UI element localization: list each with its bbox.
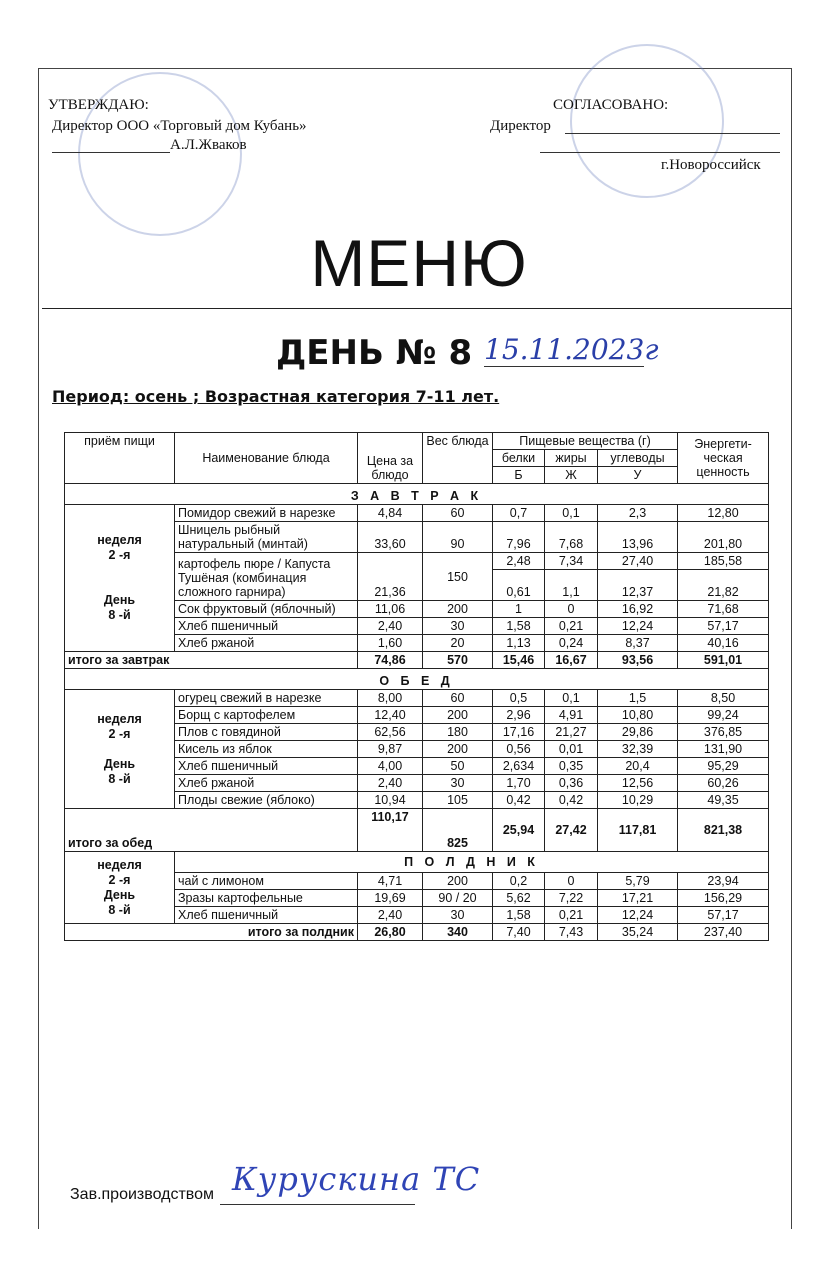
price-cell: 12,40 [358, 707, 423, 724]
energy-cell: 60,26 [678, 775, 769, 792]
total-label: итого за полдник [65, 924, 358, 941]
meal-cell-snack [65, 852, 175, 924]
section-breakfast [65, 484, 769, 505]
price-cell: 1,60 [358, 635, 423, 652]
fat-cell: 0,21 [545, 907, 598, 924]
round-stamp-right [570, 44, 724, 198]
dish-cell: картофель пюре / Капуста Тушёная (комбинация сложного гарнира) [175, 553, 358, 601]
agreed-position: Директор [490, 118, 551, 134]
protein-cell: 1 [493, 601, 545, 618]
meal-week-num: 2 -я [108, 548, 131, 562]
protein-cell: 2,96 [493, 707, 545, 724]
fat-cell: 0,42 [545, 792, 598, 809]
carbs-cell: 5,79 [598, 873, 678, 890]
meal-cell-lunch [65, 690, 175, 809]
total-row-breakfast [65, 652, 769, 669]
section-title: З А В Т Р А К [65, 484, 769, 505]
weight-cell: 200 [423, 741, 493, 758]
meal-day: День [103, 756, 136, 771]
dish-cell: Плов с говядиной [175, 724, 358, 741]
protein-cell: 0,61 [493, 570, 545, 601]
total-label: итого за обед [65, 809, 358, 852]
agreed-org-line [540, 152, 780, 153]
dish-cell: Сок фруктовый (яблочный) [175, 601, 358, 618]
fat-cell: 0,36 [545, 775, 598, 792]
fat-cell: 0 [545, 601, 598, 618]
energy-cell: 376,85 [678, 724, 769, 741]
weight-cell: 200 [423, 601, 493, 618]
carbs-cell: 12,24 [598, 618, 678, 635]
meal-day: День [103, 887, 136, 902]
production-manager-label: Зав.производством [70, 1186, 214, 1203]
protein-cell: 17,16 [493, 724, 545, 741]
protein-cell: 2,48 [493, 553, 545, 570]
price-cell: 33,60 [358, 522, 423, 553]
weight-cell: 180 [423, 724, 493, 741]
col-header-dish: Наименование блюда [175, 433, 358, 484]
agreed-sign-line [565, 133, 780, 134]
fat-cell: 0 [545, 873, 598, 890]
col-header-weight: Вес блюда [423, 433, 493, 484]
dish-cell: Хлеб ржаной [175, 775, 358, 792]
energy-cell: 57,17 [678, 618, 769, 635]
price-cell: 9,87 [358, 741, 423, 758]
energy-cell: 40,16 [678, 635, 769, 652]
price-cell: 11,06 [358, 601, 423, 618]
energy-cell: 156,29 [678, 890, 769, 907]
period-line: Период: осень ; Возрастная категория 7-11 лет. [52, 387, 500, 406]
protein-cell: 5,62 [493, 890, 545, 907]
fat-cell: 7,34 [545, 553, 598, 570]
energy-cell: 49,35 [678, 792, 769, 809]
col-header-fat: жиры [545, 450, 598, 467]
dish-cell: Хлеб пшеничный [175, 618, 358, 635]
protein-cell: 1,58 [493, 907, 545, 924]
weight-cell: 90 [423, 522, 493, 553]
section-title: П О Л Д Н И К [175, 852, 769, 873]
carbs-cell: 16,92 [598, 601, 678, 618]
energy-cell: 12,80 [678, 505, 769, 522]
dish-cell: Кисель из яблок [175, 741, 358, 758]
carbs-cell: 8,37 [598, 635, 678, 652]
dish-cell: Зразы картофельные [175, 890, 358, 907]
approve-sign-line [52, 152, 170, 153]
approve-position: Директор ООО «Торговый дом Кубань» [52, 118, 307, 134]
total-carbs: 35,24 [598, 924, 678, 941]
handwritten-signature: Курускина ТС [232, 1160, 481, 1198]
weight-cell: 60 [423, 690, 493, 707]
price-cell: 2,40 [358, 618, 423, 635]
weight-cell: 105 [423, 792, 493, 809]
energy-cell: 21,82 [678, 570, 769, 601]
carbs-cell: 29,86 [598, 724, 678, 741]
dish-cell: огурец свежий в нарезке [175, 690, 358, 707]
total-weight: 570 [423, 652, 493, 669]
weight-cell: 30 [423, 775, 493, 792]
carbs-cell: 27,40 [598, 553, 678, 570]
table-row [65, 505, 769, 522]
col-header-energy: Энергети-ческая ценность [678, 433, 769, 484]
weight-cell: 30 [423, 618, 493, 635]
carbs-cell: 10,80 [598, 707, 678, 724]
total-energy: 591,01 [678, 652, 769, 669]
weight-cell: 60 [423, 505, 493, 522]
fat-cell: 0,21 [545, 618, 598, 635]
total-fat: 7,43 [545, 924, 598, 941]
protein-cell: 0,5 [493, 690, 545, 707]
price-cell: 2,40 [358, 775, 423, 792]
energy-cell: 201,80 [678, 522, 769, 553]
energy-cell: 131,90 [678, 741, 769, 758]
carbs-cell: 12,24 [598, 907, 678, 924]
fat-cell: 21,27 [545, 724, 598, 741]
meal-day: День [103, 593, 136, 607]
protein-cell: 0,2 [493, 873, 545, 890]
title-rule [42, 308, 792, 309]
carbs-cell: 12,56 [598, 775, 678, 792]
col-header-price: Цена за блюдо [358, 433, 423, 484]
menu-table [64, 432, 769, 941]
total-energy: 237,40 [678, 924, 769, 941]
handwritten-date: 15.11.2023г [484, 333, 659, 366]
dish-cell: Хлеб ржаной [175, 635, 358, 652]
price-cell: 4,00 [358, 758, 423, 775]
total-energy: 821,38 [678, 809, 769, 852]
total-label: итого за завтрак [65, 652, 358, 669]
protein-cell: 0,56 [493, 741, 545, 758]
total-row-lunch [65, 809, 769, 852]
section-lunch [65, 669, 769, 690]
total-fat: 27,42 [545, 809, 598, 852]
price-cell: 62,56 [358, 724, 423, 741]
total-protein: 25,94 [493, 809, 545, 852]
total-carbs: 117,81 [598, 809, 678, 852]
total-row-snack [65, 924, 769, 941]
total-carbs: 93,56 [598, 652, 678, 669]
col-header-u: У [598, 467, 678, 484]
carbs-cell: 20,4 [598, 758, 678, 775]
protein-cell: 1,70 [493, 775, 545, 792]
energy-cell: 99,24 [678, 707, 769, 724]
signature-line [220, 1204, 415, 1205]
total-price: 110,17 [358, 809, 423, 852]
dish-cell: Хлеб пшеничный [175, 758, 358, 775]
fat-cell: 0,1 [545, 690, 598, 707]
meal-week: неделя [97, 857, 142, 872]
meal-week: неделя [97, 711, 142, 726]
carbs-cell: 2,3 [598, 505, 678, 522]
protein-cell: 7,96 [493, 522, 545, 553]
energy-cell: 71,68 [678, 601, 769, 618]
col-header-protein: белки [493, 450, 545, 467]
weight-cell: 150 [423, 553, 493, 601]
total-protein: 7,40 [493, 924, 545, 941]
col-header-nutrients: Пищевые вещества (г) [493, 433, 678, 450]
col-header-carbs: углеводы [598, 450, 678, 467]
carbs-cell: 1,5 [598, 690, 678, 707]
fat-cell: 7,68 [545, 522, 598, 553]
meal-week-num: 2 -я [108, 872, 131, 887]
protein-cell: 0,7 [493, 505, 545, 522]
dish-cell: чай с лимоном [175, 873, 358, 890]
weight-cell: 20 [423, 635, 493, 652]
table-row [65, 690, 769, 707]
fat-cell: 0,01 [545, 741, 598, 758]
price-cell: 21,36 [358, 553, 423, 601]
header-row-1 [65, 433, 769, 450]
dish-cell: Борщ с картофелем [175, 707, 358, 724]
carbs-cell: 17,21 [598, 890, 678, 907]
price-cell: 2,40 [358, 907, 423, 924]
protein-cell: 2,634 [493, 758, 545, 775]
fat-cell: 0,24 [545, 635, 598, 652]
energy-cell: 57,17 [678, 907, 769, 924]
weight-cell: 30 [423, 907, 493, 924]
price-cell: 4,71 [358, 873, 423, 890]
energy-cell: 185,58 [678, 553, 769, 570]
protein-cell: 0,42 [493, 792, 545, 809]
day-label: ДЕНЬ № 8 [276, 333, 473, 373]
section-title: О Б Е Д [65, 669, 769, 690]
col-header-zh: Ж [545, 467, 598, 484]
price-cell: 4,84 [358, 505, 423, 522]
price-cell: 19,69 [358, 890, 423, 907]
weight-cell: 90 / 20 [423, 890, 493, 907]
energy-cell: 95,29 [678, 758, 769, 775]
protein-cell: 1,13 [493, 635, 545, 652]
energy-cell: 8,50 [678, 690, 769, 707]
col-header-b: Б [493, 467, 545, 484]
total-fat: 16,67 [545, 652, 598, 669]
price-cell: 8,00 [358, 690, 423, 707]
meal-day-num: 8 -й [108, 771, 131, 786]
carbs-cell: 12,37 [598, 570, 678, 601]
total-price: 74,86 [358, 652, 423, 669]
fat-cell: 0,1 [545, 505, 598, 522]
weight-cell: 50 [423, 758, 493, 775]
fat-cell: 4,91 [545, 707, 598, 724]
dish-cell: Помидор свежий в нарезке [175, 505, 358, 522]
energy-cell: 23,94 [678, 873, 769, 890]
dish-cell: Хлеб пшеничный [175, 907, 358, 924]
meal-week: неделя [97, 533, 142, 547]
meal-day-num: 8 -й [108, 902, 131, 917]
carbs-cell: 13,96 [598, 522, 678, 553]
meal-cell-breakfast [65, 505, 175, 652]
col-header-meal: приём пищи [65, 433, 175, 484]
total-price: 26,80 [358, 924, 423, 941]
protein-cell: 1,58 [493, 618, 545, 635]
fat-cell: 7,22 [545, 890, 598, 907]
approve-label: УТВЕРЖДАЮ: [48, 97, 149, 113]
weight-cell: 200 [423, 873, 493, 890]
price-cell: 10,94 [358, 792, 423, 809]
total-weight: 825 [423, 809, 493, 852]
carbs-cell: 10,29 [598, 792, 678, 809]
dish-cell: Шницель рыбный натуральный (минтай) [175, 522, 358, 553]
fat-cell: 0,35 [545, 758, 598, 775]
total-protein: 15,46 [493, 652, 545, 669]
weight-cell: 200 [423, 707, 493, 724]
section-snack-row [65, 852, 769, 873]
total-weight: 340 [423, 924, 493, 941]
page-title: МЕНЮ [310, 226, 528, 300]
dish-cell: Плоды свежие (яблоко) [175, 792, 358, 809]
meal-day-num: 8 -й [108, 608, 131, 622]
agreed-label: СОГЛАСОВАНО: [553, 97, 669, 113]
agreed-city: г.Новороссийск [661, 157, 761, 173]
approve-name: А.Л.Жваков [170, 137, 247, 153]
meal-week-num: 2 -я [108, 726, 131, 741]
fat-cell: 1,1 [545, 570, 598, 601]
carbs-cell: 32,39 [598, 741, 678, 758]
